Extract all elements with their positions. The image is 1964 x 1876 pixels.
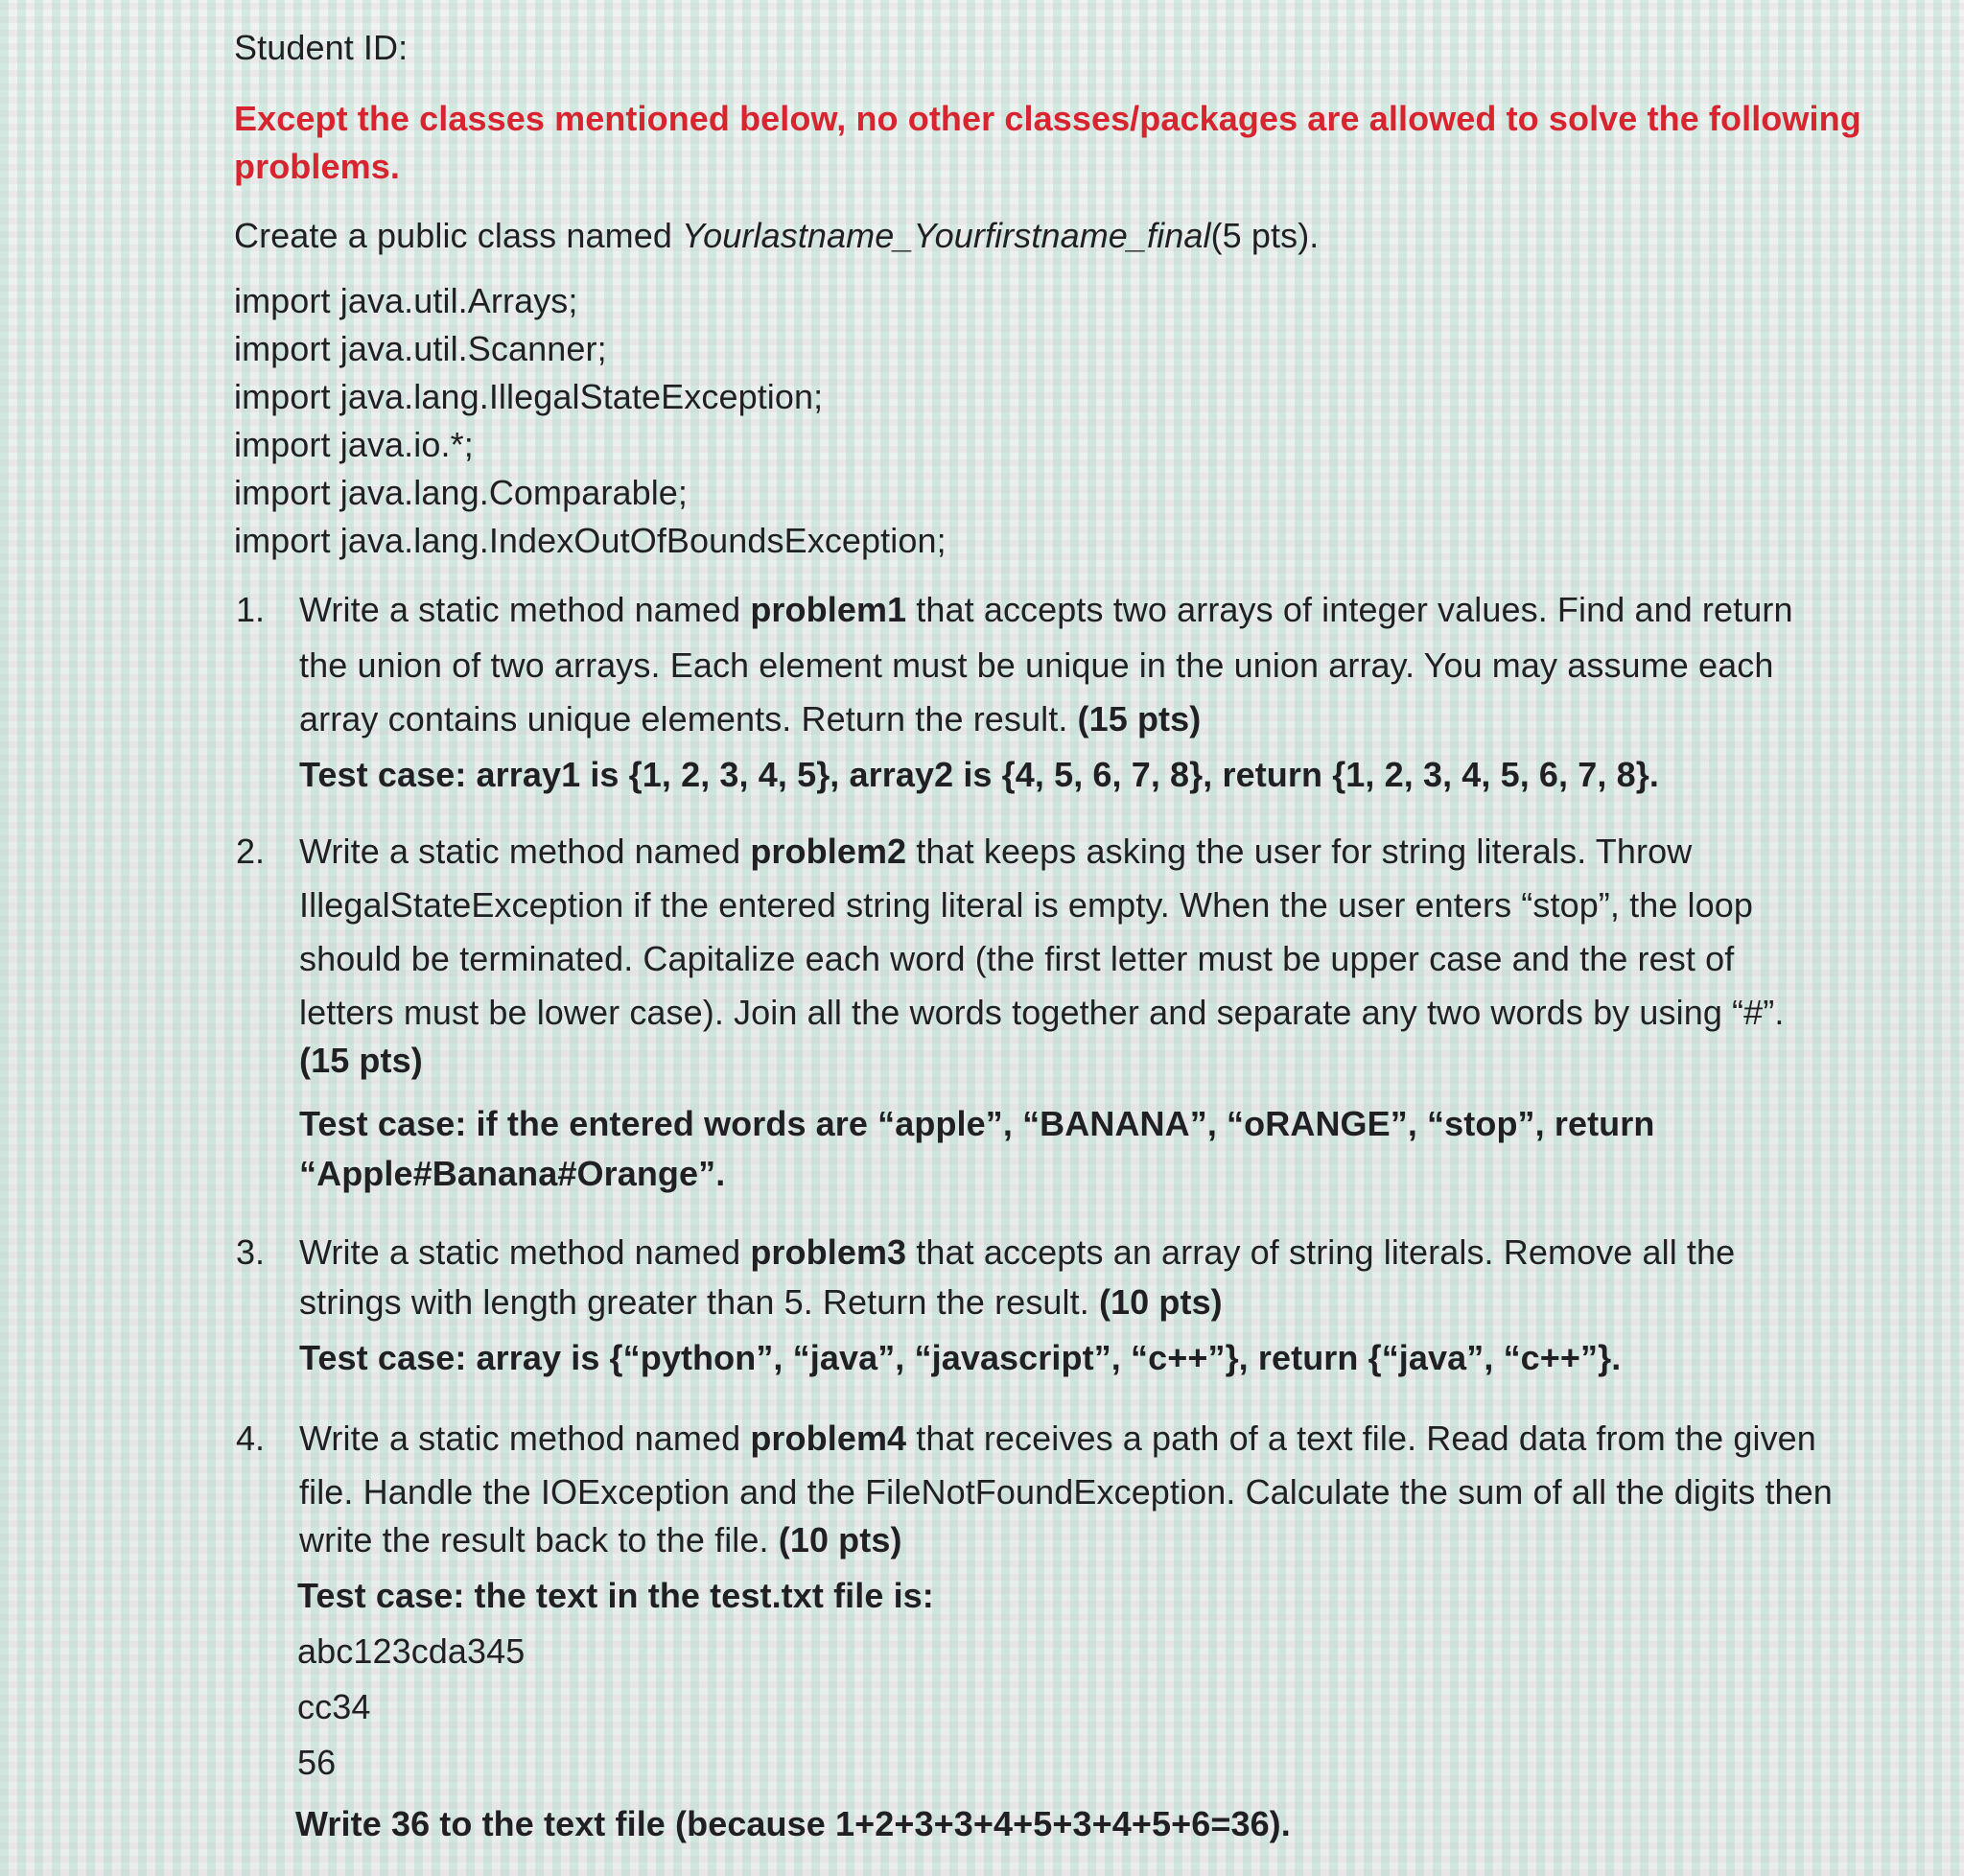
file-line: abc123cda345 — [297, 1631, 526, 1671]
create-class-instruction — [234, 215, 1319, 257]
problem-3-number: 3. — [236, 1232, 266, 1272]
text-fragment: array contains unique elements. Return the result. — [299, 699, 1078, 739]
problem-4-number: 4. — [236, 1419, 266, 1458]
import-line: import java.lang.Comparable; — [234, 473, 689, 512]
file-line: 56 — [297, 1743, 337, 1782]
text-fragment: Write a static method named — [299, 1419, 751, 1458]
text-fragment: write the result back to the file. — [299, 1520, 779, 1559]
text-fragment: strings with length greater than 5. Return the result. — [299, 1282, 1099, 1322]
method-name: problem1 — [750, 590, 907, 629]
class-name: Yourlastname_Yourfirstname_final — [682, 216, 1211, 255]
method-name: problem3 — [750, 1232, 907, 1272]
create-prefix: Create a public class named — [234, 216, 683, 255]
problem-1-line-3 — [299, 698, 1201, 740]
problem-3-test-case: Test case: array is {“python”, “java”, “javascript”, “c++”}, return {“java”, “c++”}. — [299, 1338, 1622, 1377]
import-line: import java.util.Scanner; — [234, 329, 607, 368]
file-line: cc34 — [297, 1687, 371, 1726]
import-line: import java.lang.IndexOutOfBoundsException; — [234, 521, 947, 560]
import-line: import java.lang.IllegalStateException; — [234, 377, 824, 416]
import-line: import java.io.*; — [234, 425, 474, 464]
problem-3-line-2 — [299, 1281, 1223, 1324]
points: (10 pts) — [1098, 1282, 1223, 1322]
problem-2-line-4: letters must be lower case). Join all the words together and separate any two words by using “#”. — [299, 993, 1785, 1032]
problem-1-line-2: the union of two arrays. Each element must be unique in the union array. You may assume each — [299, 645, 1774, 685]
problem-4-line-3 — [299, 1519, 902, 1561]
problem-4-line-2: file. Handle the IOException and the FileNotFoundException. Calculate the sum of all the digits then — [299, 1472, 1833, 1512]
points: (10 pts) — [778, 1520, 902, 1559]
warning-line-1: Except the classes mentioned below, no other classes/packages are allowed to solve the following — [234, 99, 1861, 138]
problem-1-test-case: Test case: array1 is {1, 2, 3, 4, 5}, array2 is {4, 5, 6, 7, 8}, return {1, 2, 3, 4, 5, 6, 7, 8}. — [299, 755, 1659, 794]
problem-2-line-3: should be terminated. Capitalize each word (the first letter must be upper case and the rest of — [299, 939, 1735, 978]
create-suffix: (5 pts). — [1210, 216, 1320, 255]
points: (15 pts) — [1077, 699, 1202, 739]
text-fragment: Write a static method named — [299, 1232, 751, 1272]
problem-2-points: (15 pts) — [299, 1041, 423, 1080]
method-name: problem2 — [750, 832, 907, 871]
warning-line-2: problems. — [234, 147, 400, 186]
problem-4-result: Write 36 to the text file (because 1+2+3+3+4+5+3+4+5+6=36). — [295, 1804, 1291, 1843]
problem-2-number: 2. — [236, 832, 266, 871]
problem-4-test-case: Test case: the text in the test.txt file is: — [297, 1576, 934, 1615]
problem-2-test-case-line-2: “Apple#Banana#Orange”. — [299, 1154, 726, 1193]
text-fragment: Write a static method named — [299, 832, 751, 871]
text-fragment: that accepts two arrays of integer values. Find and return — [906, 590, 1793, 629]
problem-4-line-1 — [299, 1418, 1816, 1460]
problem-2-test-case-line-1: Test case: if the entered words are “apple”, “BANANA”, “oRANGE”, “stop”, return — [299, 1104, 1655, 1143]
problem-1-number: 1. — [236, 590, 266, 629]
problem-1-line-1 — [299, 589, 1793, 631]
student-id-label: Student ID: — [234, 28, 409, 67]
problem-2-line-2: IllegalStateException if the entered string literal is empty. When the user enters “stop”, the loop — [299, 885, 1754, 925]
text-fragment: that receives a path of a text file. Read data from the given — [906, 1419, 1816, 1458]
text-fragment: that keeps asking the user for string literals. Throw — [906, 832, 1693, 871]
problem-3-line-1 — [299, 1231, 1735, 1274]
text-fragment: Write a static method named — [299, 590, 751, 629]
problem-2-line-1 — [299, 831, 1692, 873]
method-name: problem4 — [750, 1419, 907, 1458]
text-fragment: that accepts an array of string literals. Remove all the — [906, 1232, 1736, 1272]
import-line: import java.util.Arrays; — [234, 281, 578, 320]
